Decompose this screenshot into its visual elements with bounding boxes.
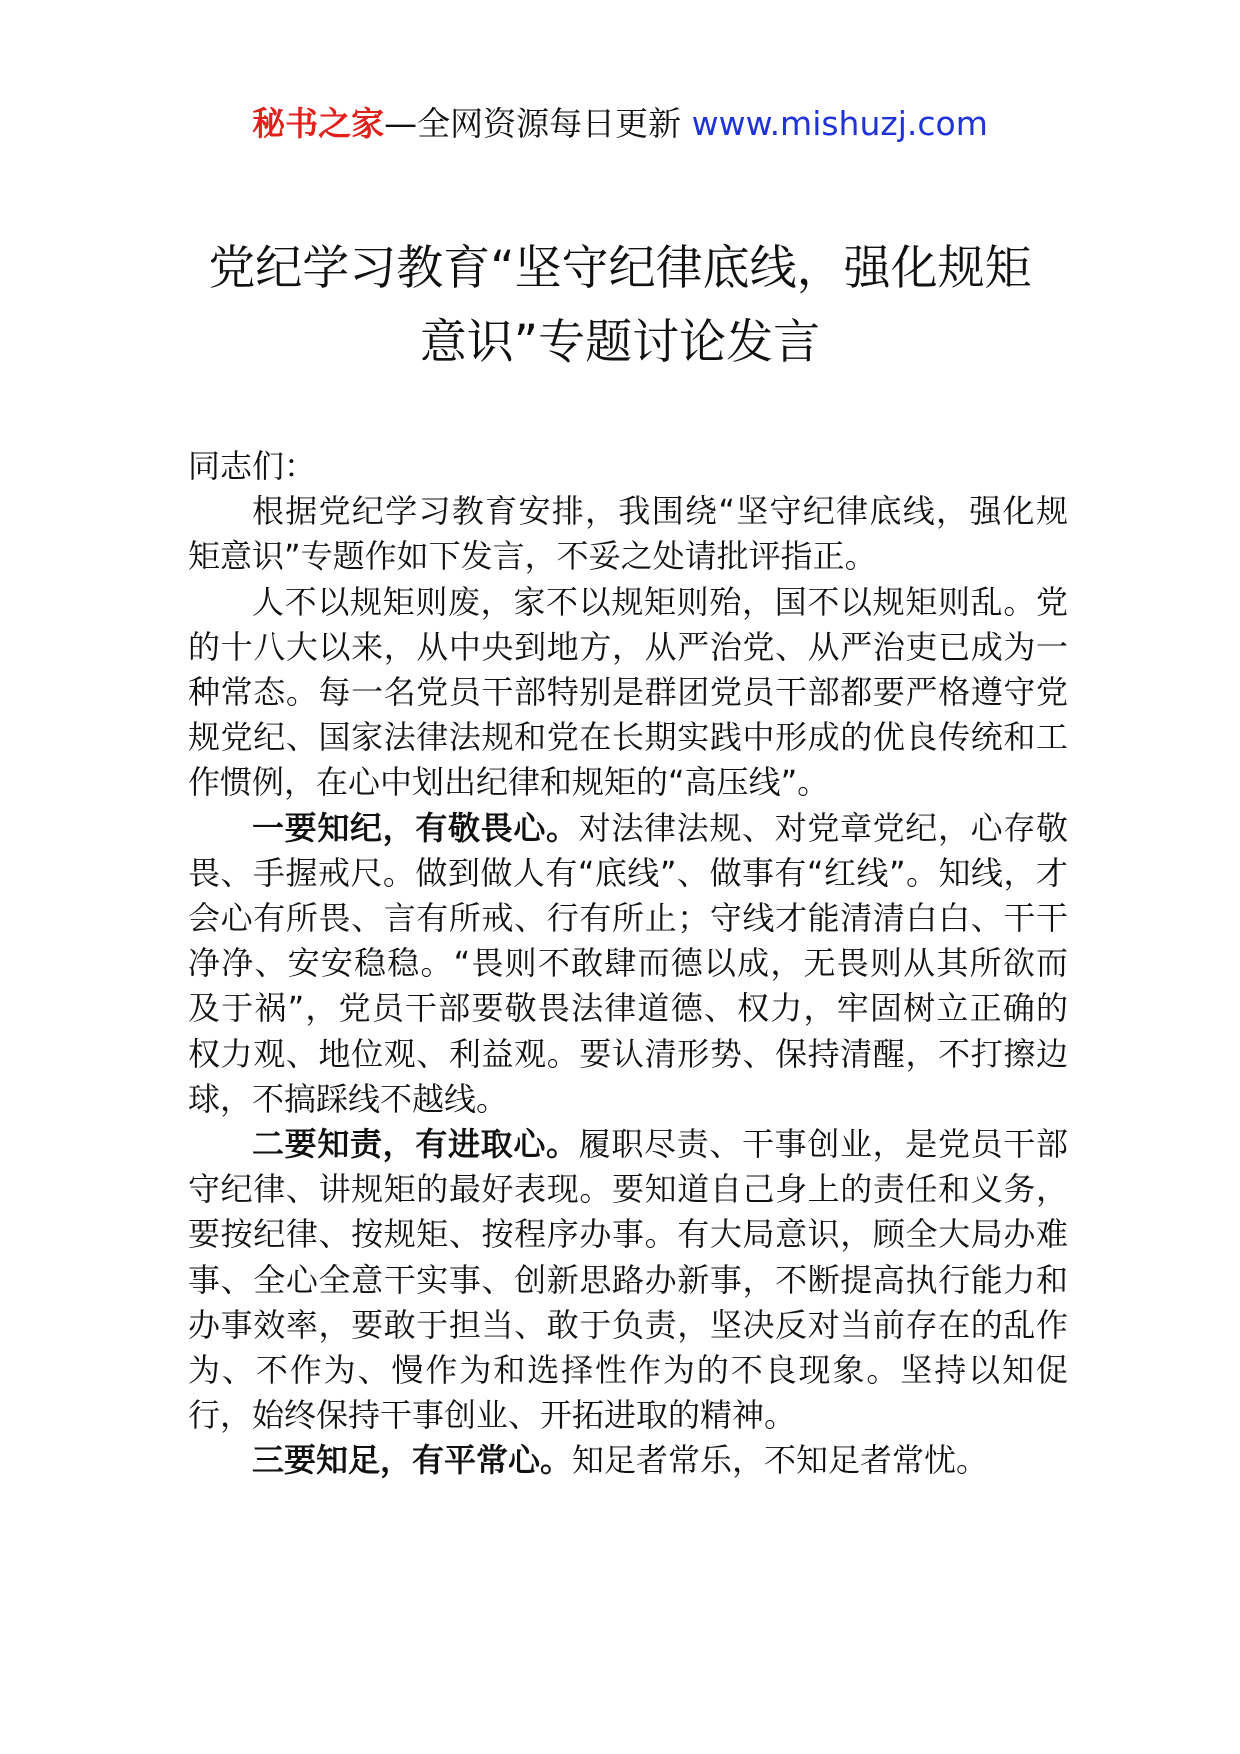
paragraph-4 [188, 1122, 1068, 1438]
paragraph-text: 根据党纪学习教育安排，我围绕“坚守纪律底线，强化规矩意识”专题作如下发言，不妥之处请批评指正。 [188, 492, 1068, 576]
header-slogan: —全网资源每日更新 [384, 104, 682, 143]
paragraph-lead: 三要知足，有平常心。 [252, 1441, 573, 1480]
salutation: 同志们： [188, 447, 317, 485]
paragraph-lead: 一要知纪，有敬畏心。 [252, 808, 579, 847]
paragraph-text: 对法律法规、对党章党纪，心存敬畏、手握戒尺。做到做人有“底线”、做事有“红线”。知线，才会心有所畏、言有所戒、行有所止；守线才能清清白白、干干净净、安安稳稳。“畏则不敢肆而德以成，无畏则从其所欲而及于祸”，党员干部要敬畏法律道德、权力，牢固树立正确的权力观、地位观、利益观。要认清形势、保持清醒，不打擦边球，不搞踩线不越线。 [188, 808, 1068, 1118]
document-body [188, 444, 1068, 1484]
paragraph-text: 履职尽责、干事创业，是党员干部守纪律、讲规矩的最好表现。要知道自己身上的责任和义务，要按纪律、按规矩、按程序办事。有大局意识，顾全大局办难事、全心全意干实事、创新思路办新事，不断提高执行能力和办事效率，要敢于担当、敢于负责，坚决反对当前存在的乱作为、不作为、慢作为和选择性作为的不良现象。坚持以知促行，始终保持干事创业、开拓进取的精神。 [188, 1125, 1068, 1435]
document-title [150, 232, 1090, 380]
site-header [0, 102, 1240, 146]
paragraph-lead: 二要知责，有进取心。 [252, 1125, 579, 1164]
paragraph-1 [188, 489, 1068, 579]
site-url-link[interactable]: www.mishuzj.com [691, 104, 988, 143]
paragraph-3 [188, 806, 1068, 1122]
title-line-2: 意识”专题讨论发言 [419, 315, 821, 370]
paragraph-5 [188, 1438, 1068, 1483]
paragraph-text: 知足者常乐，不知足者常忧。 [572, 1441, 989, 1480]
title-line-1: 党纪学习教育“坚守纪律底线，强化规矩 [208, 241, 1032, 296]
paragraph-text: 人不以规矩则废，家不以规矩则殆，国不以规矩则乱。党的十八大以来，从中央到地方，从严治党、从严治吏已成为一种常态。每一名党员干部特别是群团党员干部都要严格遵守党规党纪、国家法律法规和党在长期实践中形成的优良传统和工作惯例，在心中划出纪律和规矩的“高压线”。 [188, 582, 1068, 802]
paragraph-2 [188, 580, 1068, 806]
brand-name: 秘书之家 [252, 104, 385, 143]
